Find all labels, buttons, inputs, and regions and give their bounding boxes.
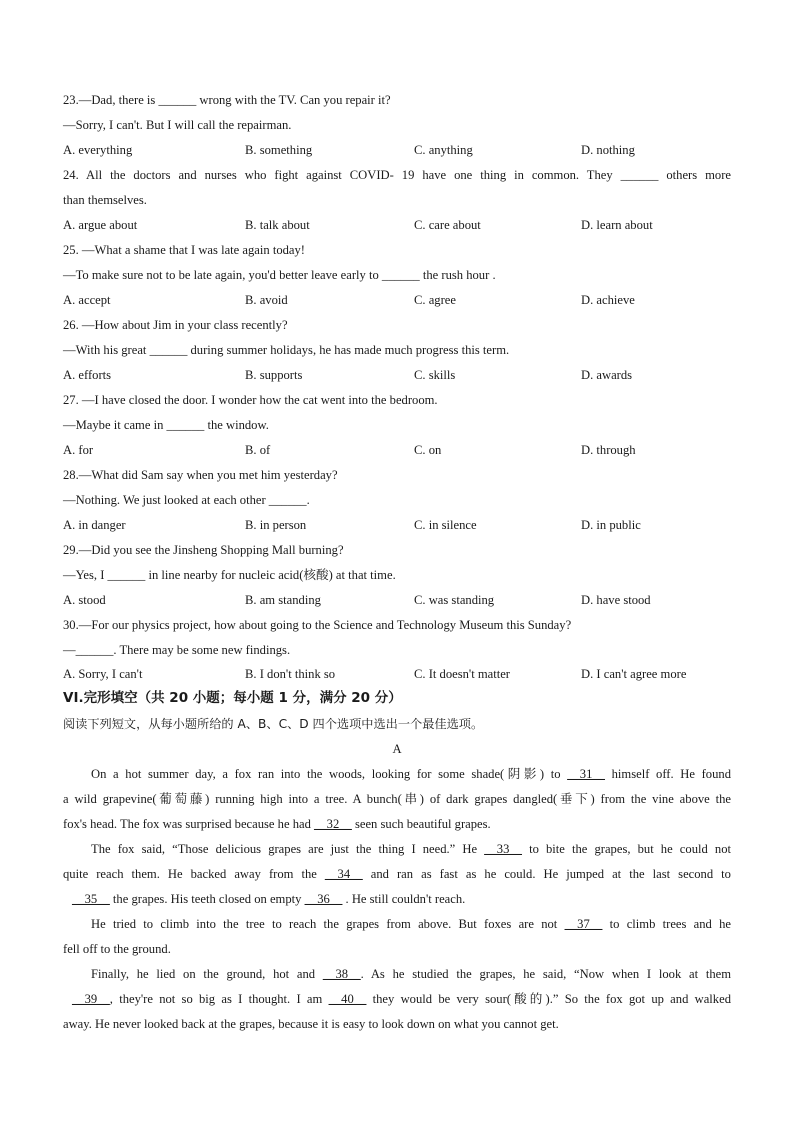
blank-32: __32__ [314,817,352,831]
option-a: A. Sorry, I can't [63,667,143,681]
passage-text: seen such beautiful grapes. [351,817,491,831]
blank-39: __39__ [72,992,110,1006]
option-a: A. for [63,443,94,457]
option-b: B. avoid [245,293,288,307]
question-30-options [63,666,731,682]
option-c: C. skills [414,368,456,382]
blank-36: __36__ [304,892,343,906]
passage-line [63,841,731,857]
option-d: D. have stood [581,593,651,607]
passage-label: A [392,742,402,756]
passage-line [63,916,731,932]
option-b: B. supports [245,368,303,382]
passage-line [72,991,731,1007]
passage-text: himself off. He found [604,767,731,781]
passage-text: . He still couldn't reach. [342,892,466,906]
blank-34: __34__ [324,867,363,881]
question-28-line-1: 28.—What did Sam say when you met him yesterday? [63,468,338,482]
blank-38: __38__ [322,967,361,981]
question-30-line-1: 30.—For our physics project, how about going to the Science and Technology Museum this Sunday? [63,618,572,632]
passage-text: Finally, he lied on the ground, hot and [91,967,323,981]
option-b: B. in person [245,518,307,532]
passage-text: , they're not so big as I thought. I am [109,992,329,1006]
option-d: D. nothing [581,143,635,157]
option-c: C. in silence [414,518,477,532]
option-b: B. of [245,443,271,457]
passage-text: The fox said, “Those delicious grapes are just the thing I need.” He [91,842,485,856]
option-a: A. in danger [63,518,126,532]
question-24-line-2: than themselves. [63,193,147,207]
question-25-line-1: 25. —What a shame that I was late again today! [63,243,305,257]
option-b: B. I don't think so [245,667,336,681]
question-27-line-2: —Maybe it came in ______ the window. [63,418,269,432]
option-c: C. was standing [414,593,495,607]
option-d: D. learn about [581,218,653,232]
blank-33: __33__ [484,842,522,856]
option-c: C. It doesn't matter [414,667,511,681]
option-b: B. am standing [245,593,321,607]
option-a: A. everything [63,143,133,157]
passage-line [63,766,731,782]
option-b: B. something [245,143,313,157]
passage-text: to climb trees and he [602,917,732,931]
question-27-options [63,442,731,458]
question-29-options [63,592,731,608]
passage-line: fell off to the ground. [63,942,171,956]
passage-text: . As he studied the grapes, he said, “Now when I look at them [360,967,732,981]
question-24-line-1: 24. All the doctors and nurses who fight against COVID- 19 have one thing in common. They ______ others more [63,168,731,182]
option-a: A. stood [63,593,106,607]
question-26-line-1: 26. —How about Jim in your class recently? [63,318,288,332]
question-28-options [63,517,731,533]
option-a: A. argue about [63,218,138,232]
passage-line [63,816,731,832]
question-27-line-1: 27. —I have closed the door. I wonder how the cat went into the bedroom. [63,393,438,407]
option-c: C. on [414,443,442,457]
passage-line [63,966,731,982]
option-d: D. in public [581,518,641,532]
question-23-line-1: 23.—Dad, there is ______ wrong with the TV. Can you repair it? [63,93,391,107]
question-26-options [63,367,731,383]
blank-35: __35__ [72,892,110,906]
blank-37: __37__ [564,917,603,931]
passage-text: and ran as fast as he could. He jumped at the last second to [362,867,731,881]
question-25-line-2: —To make sure not to be late again, you'd better leave early to ______ the rush hour . [63,268,496,282]
question-29-line-1: 29.—Did you see the Jinsheng Shopping Mall burning? [63,543,344,557]
option-d: D. achieve [581,293,635,307]
question-28-line-2: —Nothing. We just looked at each other ______. [63,493,310,507]
question-23-line-2: —Sorry, I can't. But I will call the repairman. [63,118,292,132]
option-a: A. accept [63,293,111,307]
option-c: C. care about [414,218,481,232]
option-c: C. agree [414,293,456,307]
passage-line: a wild grapevine(葡萄藤) running high into a tree. A bunch(串) of dark grapes dangled(垂下) from the vine above the [63,792,731,806]
question-29-line-2: —Yes, I ______ in line nearby for nucleic acid(核酸) at that time. [63,568,396,582]
question-25-options [63,292,731,308]
option-d: D. I can't agree more [581,667,687,681]
section-title: VI.完形填空（共 20 小题；每小题 1 分，满分 20 分） [63,690,402,706]
passage-line [63,866,731,882]
passage-text: they would be very sour(酸的).” So the fox got up and walked [366,992,731,1006]
question-30-line-2: —______. There may be some new findings. [63,643,291,657]
option-c: C. anything [414,143,473,157]
option-d: D. through [581,443,636,457]
passage-line [72,891,740,907]
passage-text: He tried to climb into the tree to reach the grapes from above. But foxes are not [91,917,565,931]
option-d: D. awards [581,368,633,382]
passage-text: On a hot summer day, a fox ran into the woods, looking for some shade(阴影) to [91,767,568,781]
question-23-options [63,142,731,158]
passage-line: away. He never looked back at the grapes, because it is easy to look down on what you cannot get. [63,1017,559,1031]
passage-text: fox's head. The fox was surprised because he had [63,817,315,831]
passage-text: quite reach them. He backed away from the [63,867,325,881]
question-24-options [63,217,731,233]
blank-40: __40__ [328,992,367,1006]
passage-text: the grapes. His teeth closed on empty [109,892,305,906]
question-26-line-2: —With his great ______ during summer holidays, he has made much progress this term. [63,343,510,357]
passage-text: to bite the grapes, but he could not [521,842,731,856]
section-instruction: 阅读下列短文，从每小题所给的 A、B、C、D 四个选项中选出一个最佳选项。 [63,717,484,731]
option-a: A. efforts [63,368,112,382]
blank-31: __31__ [567,767,605,781]
option-b: B. talk about [245,218,310,232]
